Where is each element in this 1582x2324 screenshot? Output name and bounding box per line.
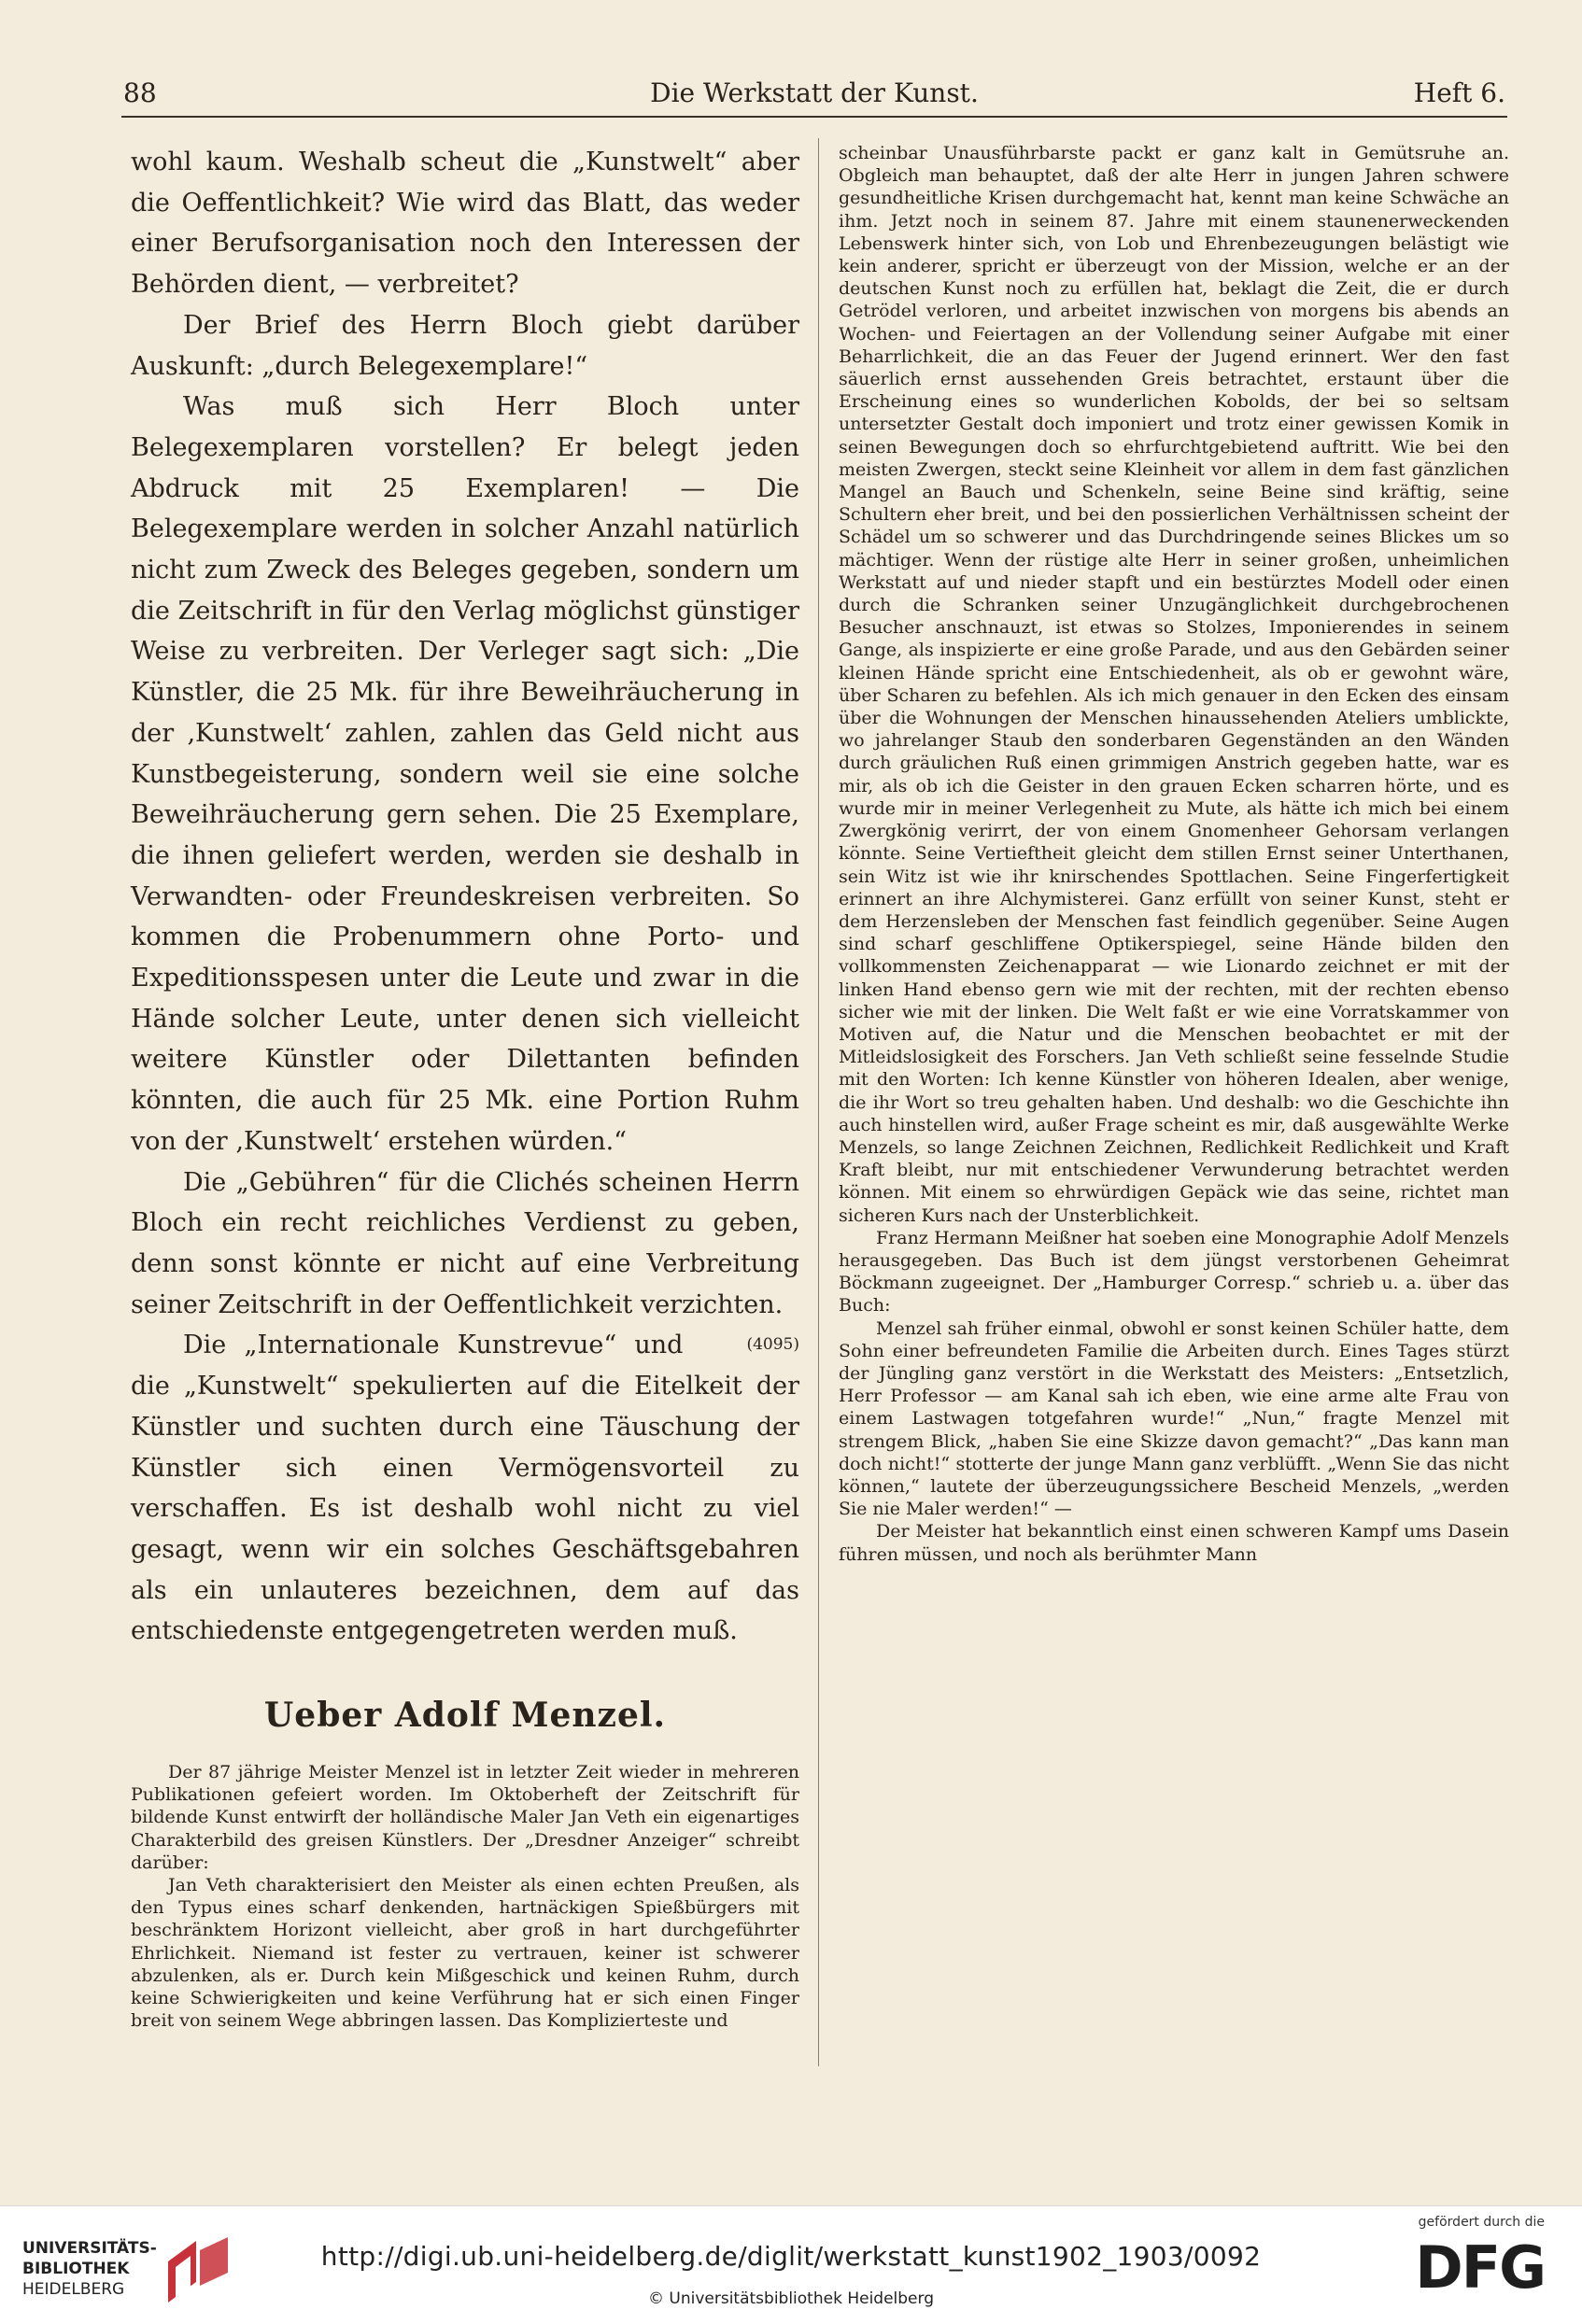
funding-text: gefördert durch die — [1418, 2215, 1545, 2230]
column-divider — [818, 138, 819, 2066]
journal-title: Die Werkstatt der Kunst. — [650, 77, 979, 108]
paragraph: Jan Veth charakterisiert den Meister als einen echten Preußen, als den Typus eines scharf denkenden, hartnäckigen Spießbürgers mit beschränktem Horizont vielleicht, aber groß in hart durchgeführter Ehrlichkeit. Niemand ist fester zu vertrauen, keiner ist schwerer abzulenken, als er. Durch kein Mißgeschick und keinen Ruhm, durch keine Schwierigkeiten und keine Verführung hat er sich einen Finger breit von seinem Wege abbringen lassen. Das Komplizierteste und — [131, 1875, 799, 2032]
article-signature: (4095) — [746, 1335, 799, 1355]
paragraph-text: Die „Internationale Kunstrevue“ und die „Kunstwelt“ spekulierten auf die Eitelkeit der Künstler und suchten durch eine Täuschung der Künstler sich einen Vermögensvorteil zu verschaffen. Es ist deshalb wohl nicht zu viel gesagt, wenn wir ein solches Geschäftsgebahren als ein unlauteres bezeichnen, dem auf das entschiedenste entgegengetreten werden muß. — [131, 1331, 799, 1646]
page-number: 88 — [123, 77, 157, 108]
dfg-logo[interactable] — [1405, 2215, 1545, 2317]
left-column — [131, 142, 799, 1652]
article-body-left — [131, 1761, 799, 2032]
article-heading: Ueber Adolf Menzel. — [263, 1696, 667, 1735]
running-head — [123, 73, 1505, 114]
header-rule — [121, 116, 1507, 118]
copyright-notice: © Universitätsbibliothek Heidelberg — [647, 2289, 934, 2308]
library-name-line3: HEIDELBERG — [22, 2280, 125, 2299]
viewer-footer — [0, 2205, 1582, 2324]
issue-number: Heft 6. — [1413, 77, 1505, 108]
library-name-line2: BIBLIOTHEK — [22, 2260, 130, 2278]
library-name-line1: UNIVERSITÄTS- — [22, 2239, 157, 2258]
right-column — [839, 142, 1509, 1566]
paragraph: Der Brief des Herrn Bloch giebt darüber Auskunft: „durch Belegexemplare!“ — [131, 310, 799, 381]
paragraph: Franz Hermann Meißner hat soeben eine Monographie Adolf Menzels herausgegeben. Das Buch ist dem jüngst verstorbenen Geheimrat Böckmann zugeeignet. Der „Hamburger Corresp.“ schrieb u. a. über das Buch: — [839, 1227, 1509, 1317]
paragraph: Der Meister hat bekanntlich einst einen schweren Kampf ums Dasein führen müssen, und noch als berühmter Mann — [839, 1521, 1509, 1565]
paragraph: Menzel sah früher einmal, obwohl er sonst keinen Schüler hatte, dem Sohn einer befreundeten Familie die Arbeiten durch. Eines Tages stürzt der Jüngling ganz verstört in die Werkstatt des Meisters: „Entsetzlich, Herr Professor — am Kanal sah ich eben, wie eine arme alte Frau von einem Lastwagen totgefahren wurde!“ „Nun,“ fragte Menzel mit strengem Blick, „haben Sie eine Skizze davon gemacht?“ „Das kann man doch nicht!“ stotterte der junge Mann ganz verblüfft. „Wenn Sie das nicht können,“ lautete der überzeugungssichere Bescheid Menzels, „werden Sie nie Maler werden!“ — — [839, 1317, 1509, 1520]
paragraph: Was muß sich Herr Bloch unter Belegexemplaren vorstellen? Er belegt jeden Abdruck mit 25 Exemplaren! — Die Belegexemplare werden in solcher Anzahl natürlich nicht zum Zweck des Beleges gegeben, sondern um die Zeitschrift in für den Verlag möglichst günstiger Weise zu verbreiten. Der Verleger sagt sich: „Die Künstler, die 25 Mk. für ihre Beweihräucherung in der ‚Kunstwelt‘ zahlen, zahlen das Geld nicht aus Kunstbegeisterung, sondern weil sie eine solche Beweihräucherung gern sehen. Die 25 Exemplare, die ihnen geliefert werden, werden sie deshalb in Verwandten- oder Freundeskreisen verbreiten. So kommen die Probenummern ohne Porto- und Expeditionsspesen unter die Leute und zwar in die Hände solcher Leute, unter denen sich vielleicht weitere Künstler oder Dilettanten befinden könnten, die auch für 25 Mk. eine Portion Ruhm von der ‚Kunstwelt‘ erstehen würden.“ — [131, 392, 799, 1156]
permalink-url[interactable]: http://digi.ub.uni-heidelberg.de/diglit/werkstatt_kunst1902_1903/0092 — [320, 2241, 1262, 2272]
dfg-wordmark: DFG — [1415, 2233, 1545, 2302]
footer-rule — [0, 2205, 1582, 2206]
paragraph: scheinbar Unausführbarste packt er ganz kalt in Gemütsruhe an. Obgleich man behauptet, daß der alte Herr in jungen Jahren schwere gesundheitliche Krisen durchgemacht hat, kennt man keine Schwäche an ihm. Jetzt noch in seinem 87. Jahre mit einem staunenerweckenden Lebenswerk hinter sich, von Lob und Ehrenbezeugungen belästigt wie kein anderer, spricht er überzeugt von der Mission, welche er an der deutschen Kunst noch zu erfüllen hat, beklagt die Zeit, die er durch Getrödel verloren, und arbeitet inzwischen von morgens bis abends an Wochen- und Feiertagen an der Vollendung seiner Aufgabe mit einer Beharrlichkeit, die an das Feuer der Jugend erinnert. Wer den fast säuerlich ernst aussehenden Greis betrachtet, erstaunt über die Erscheinung eines so wunderlichen Kobolds, der bei so seltsam untersetzter Gestalt doch imponiert und trotz einer gewissen Komik in seinen Bewegungen doch so ehrfurchtgebietend auftritt. Wie bei den meisten Zwergen, steckt seine Kleinheit vor allem in dem fast gänzlichen Mangel an Bauch und Schenkeln, seine Beine sind kräftig, seine Schultern eher breit, und bei den possierlichen Verhältnissen scheint der Schädel um so schwerer und das Durchdringende seines Blickes um so mächtiger. Wenn der rüstige alte Herr in seiner großen, unheimlichen Werkstatt auf und nieder stapft und ein bestürztes Modell oder einen durch die Schranken seiner Unzugänglichkeit durchgebrochenen Besucher anschnauzt, ist etwas so Stolzes, Imponierendes in seinem Gange, als inspizierte er eine große Parade, und aus den Gebärden seiner kleinen Hände spricht eine Entschiedenheit, als ob er gewohnt wäre, über Scharen zu befehlen. Als ich mich genauer in den Ecken des einsam über die Wohnungen der Menschen hinaussehenden Ateliers umblickte, wo jahrelanger Staub den sonderbaren Gegenständen an den Wänden durch gräulichen Ruß einen grimmigen Anstrich gegeben hatte, war es mir, als ob ich die Geister in den grauen Ecken scharren hörte, und es wurde mir in meiner Verlegenheit zu Mute, als hätte ich mich bei einem Zwergkönig verirrt, der von einem Gnomenheer Gehorsam verlangen könnte. Seine Vertieftheit gleicht dem stillen Ernst seiner Unterthanen, sein Witz ist wie ihr knirschendes Spottlachen. Seine Fingerfertigkeit erinnert an ihre Alchymisterei. Ganz erfüllt von seiner Kunst, steht er dem Herzensleben der Menschen fast feindlich gegenüber. Seine Augen sind scharf geschliffene Optikerspiegel, seine Hände bilden den vollkommensten Zeichenapparat — wie Lionardo zeichnet er mit der linken Hand ebenso gern wie mit der rechten, mit der rechten ebenso sicher wie mit der linken. Die Welt faßt er wie eine Vorratskammer von Motiven auf, die Natur und die Menschen beobachtet er mit der Mitleidslosigkeit des Forschers. Jan Veth schließt seine fesselnde Studie mit den Worten: Ich kenne Künstler von höheren Idealen, aber wenige, die ihr Wort so treu gehalten haben. Und deshalb: wo die Geschichte ihn auch hinstellen wird, außer Frage scheint es mir, daß ausgewählte Werke Menzels, so lange Zeichnen Zeichnen, Redlichkeit Redlichkeit und Kraft Kraft bleibt, nur mit entschiedener Verwunderung betrachtet werden können. Mit einem so ehrwürdigen Gepäck wie das seine, richtet man sicheren Kurs nach der Unsterblichkeit. — [839, 143, 1509, 1226]
paragraph: Der 87 jährige Meister Menzel ist in letzter Zeit wieder in mehreren Publikationen gefeiert worden. Im Oktoberheft der Zeitschrift für bildende Kunst entwirft der holländische Maler Jan Veth ein eigenartiges Charakterbild des greisen Künstlers. Der „Dresdner Anzeiger“ schreibt darüber: — [131, 1762, 799, 1873]
paragraph-with-signature — [131, 1325, 799, 1652]
paragraph: Die „Gebühren“ für die Clichés scheinen Herrn Bloch ein recht reichliches Verdienst zu geben, denn sonst könnte er nicht auf eine Verbreitung seiner Zeitschrift in der Oeffentlichkeit verzichten. — [131, 1167, 799, 1319]
paragraph: wohl kaum. Weshalb scheut die „Kunstwelt“ aber die Oeffentlichkeit? Wie wird das Blatt, das weder einer Berufsorganisation noch den Interessen der Behörden dient, — verbreitet? — [131, 148, 799, 300]
